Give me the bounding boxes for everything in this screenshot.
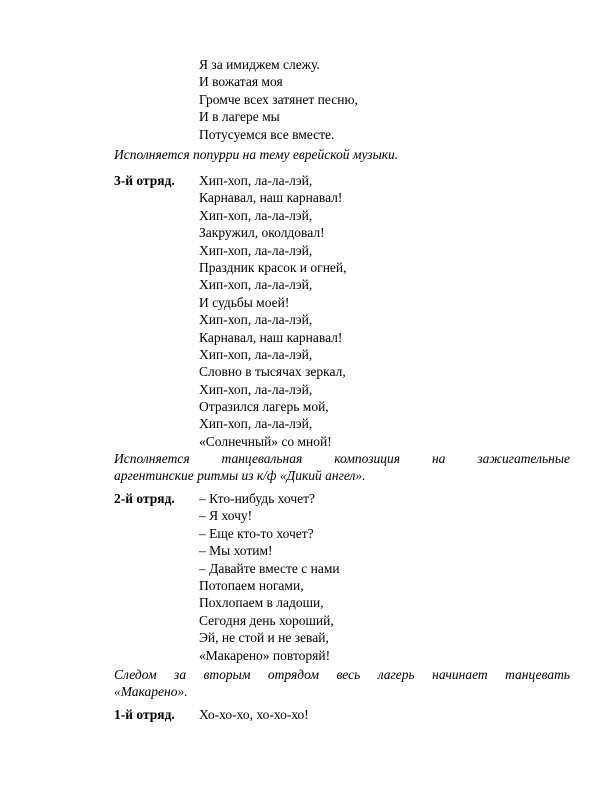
verse-line: Потопаем ногами, bbox=[199, 577, 304, 593]
verse-line: И вожатая моя bbox=[199, 74, 283, 90]
verse-line: Похлопаем в ладоши, bbox=[199, 595, 324, 611]
verse-line: «Макарено» повторяй! bbox=[199, 647, 331, 663]
stage-direction-dance bbox=[114, 450, 570, 485]
verse-line: Громче всех затянет песню, bbox=[199, 91, 358, 107]
verse-line: Хип-хоп, ла-ла-лэй, bbox=[199, 207, 313, 223]
verse-line: «Солнечный» со мной! bbox=[199, 433, 332, 449]
verse-line: Я за имиджем слежу. bbox=[199, 57, 320, 72]
verse-2nd-squad bbox=[199, 490, 340, 664]
stage-line: Следом за вторым отрядом весь лагерь начинает танцевать bbox=[114, 667, 570, 682]
verse-line: Потусуемся все вместе. bbox=[199, 126, 335, 142]
stage-line: Исполняется танцевальная композиция на зажигательные bbox=[114, 451, 570, 466]
verse-line: И судьбы моей! bbox=[199, 294, 290, 310]
verse-line: Хип-хоп, ла-ла-лэй, bbox=[199, 277, 313, 293]
stage-direction-macarena bbox=[114, 666, 570, 701]
verse-line: Карнавал, наш карнавал! bbox=[199, 190, 343, 206]
verse-line: Словно в тысячах зеркал, bbox=[199, 364, 346, 380]
verse-line: И в лагере мы bbox=[199, 109, 280, 125]
verse-line: – Давайте вместе с нами bbox=[199, 560, 340, 576]
verse-line: Эй, не стой и не зевай, bbox=[199, 630, 329, 646]
verse-line: Хип-хоп, ла-ла-лэй, bbox=[199, 416, 313, 432]
verse-line: Хип-хоп, ла-ла-лэй, bbox=[199, 242, 313, 258]
role-3rd-squad: 3-й отряд. bbox=[114, 173, 175, 188]
stage-line: аргентинские ритмы из к/ф «Дикий ангел». bbox=[114, 468, 366, 484]
verse-line: Хип-хоп, ла-ла-лэй, bbox=[199, 346, 313, 362]
verse-line: – Кто-нибудь хочет? bbox=[199, 491, 315, 506]
verse-3rd-squad bbox=[199, 172, 347, 450]
verse-line: Сегодня день хороший, bbox=[199, 612, 334, 628]
verse-line: – Еще кто-то хочет? bbox=[199, 525, 314, 541]
stage-line: «Макарено». bbox=[114, 684, 188, 700]
verse-line: Хип-хоп, ла-ла-лэй, bbox=[199, 381, 313, 397]
role-1st-squad: 1-й отряд. bbox=[114, 707, 175, 722]
verse-1st-squad bbox=[199, 706, 309, 723]
verse-line: – Я хочу! bbox=[199, 508, 253, 524]
verse-line: Отразился лагерь мой, bbox=[199, 399, 329, 415]
verse-line: Карнавал, наш карнавал! bbox=[199, 329, 343, 345]
verse-line: Хип-хоп, ла-ла-лэй, bbox=[199, 173, 313, 188]
verse-line: – Мы хотим! bbox=[199, 543, 273, 559]
role-2nd-squad: 2-й отряд. bbox=[114, 491, 175, 506]
verse-line: Хип-хоп, ла-ла-лэй, bbox=[199, 312, 313, 328]
verse-line: Хо-хо-хо, хо-хо-хо! bbox=[199, 707, 309, 722]
stage-direction-potpourri: Исполняется попурри на тему еврейской музыки. bbox=[114, 147, 399, 162]
verse-intro bbox=[199, 56, 358, 143]
verse-line: Закружил, околдовал! bbox=[199, 225, 325, 241]
verse-line: Праздник красок и огней, bbox=[199, 259, 347, 275]
